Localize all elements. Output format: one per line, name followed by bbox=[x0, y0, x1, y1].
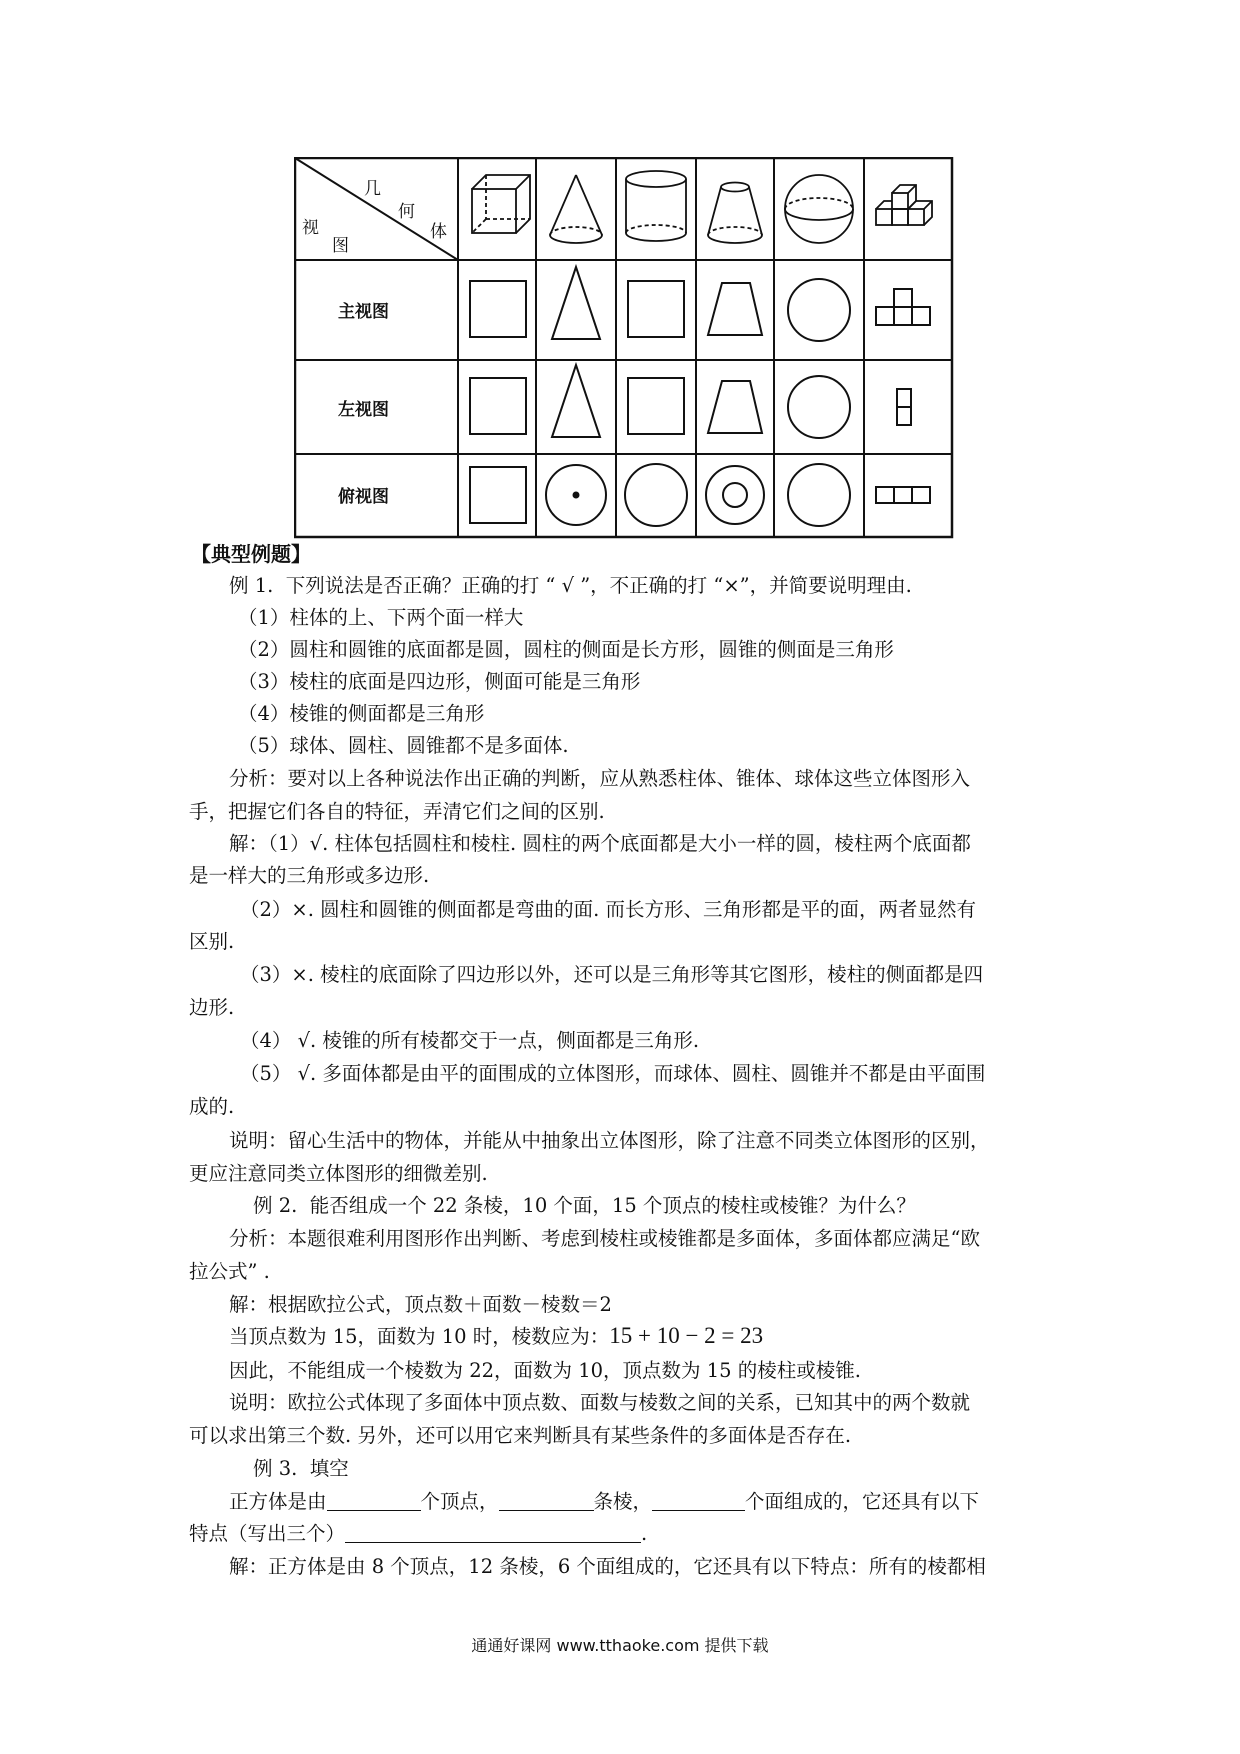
solution1-line7: （4） √. 棱锥的所有棱都交于一点，侧面都是三角形. bbox=[240, 1029, 700, 1052]
solution2-line2-text: 当顶点数为 15，面数为 10 时，棱数应为： bbox=[229, 1325, 610, 1348]
example3-line2 bbox=[189, 1521, 647, 1547]
corner-char-ti: 体 bbox=[430, 222, 447, 242]
solution2-line3: 因此，不能组成一个棱数为 22，面数为 10，顶点数为 15 的棱柱或棱锥. bbox=[229, 1359, 861, 1382]
solution1-line5: （3）×. 棱柱的底面除了四边形以外，还可以是三角形等其它图形，棱柱的侧面都是四 bbox=[240, 963, 984, 986]
example1-question: 例 1. 下列说法是否正确？正确的打 “ √ ”，不正确的打 “×”，并简要说明理由. bbox=[229, 574, 912, 597]
example1-item1: （1）柱体的上、下两个面一样大 bbox=[238, 606, 524, 629]
solution3-line1: 解：正方体是由 8 个顶点，12 条棱，6 个面组成的，它还具有以下特点：所有的棱都相 bbox=[229, 1555, 986, 1578]
row-label-left: 左视图 bbox=[338, 400, 389, 420]
corner-char-ji: 几 bbox=[364, 179, 381, 199]
row-label-top: 俯视图 bbox=[338, 487, 389, 507]
example1-item4: （4）棱锥的侧面都是三角形 bbox=[238, 702, 485, 725]
fill-text-1: 正方体是由 bbox=[229, 1490, 327, 1513]
solution1-line4: 区别. bbox=[189, 930, 235, 953]
fill-text-6: . bbox=[641, 1522, 648, 1545]
solution1-line3: （2）×. 圆柱和圆锥的侧面都是弯曲的面. 而长方形、三角形都是平的面，两者显然有 bbox=[240, 898, 977, 921]
blank-vertices[interactable] bbox=[327, 1490, 421, 1511]
fill-text-2: 个顶点， bbox=[420, 1490, 499, 1513]
analysis2-line1: 分析：本题很难利用图形作出判断、考虑到棱柱或棱锥都是多面体，多面体都应满足“欧 bbox=[229, 1227, 980, 1250]
example2-question: 例 2. 能否组成一个 22 条棱，10 个面，15 个顶点的棱柱或棱锥？为什么？ bbox=[253, 1194, 916, 1217]
example1-item3: （3）棱柱的底面是四边形，侧面可能是三角形 bbox=[238, 670, 641, 693]
blank-features[interactable] bbox=[345, 1522, 641, 1543]
solution1-line9: 成的. bbox=[189, 1095, 235, 1118]
analysis2-line2: 拉公式” . bbox=[189, 1260, 270, 1283]
section-title: 【典型例题】 bbox=[191, 542, 311, 566]
blank-faces[interactable] bbox=[652, 1490, 745, 1511]
euler-calculation: 15 + 10 − 2 = 23 bbox=[609, 1323, 764, 1348]
example3-title: 例 3. 填空 bbox=[253, 1457, 349, 1480]
solution2-line2 bbox=[229, 1323, 763, 1350]
corner-char-tu: 图 bbox=[332, 236, 349, 256]
solution1-line6: 边形. bbox=[189, 996, 235, 1019]
example1-item2: （2）圆柱和圆锥的底面都是圆，圆柱的侧面是长方形，圆锥的侧面是三角形 bbox=[238, 638, 894, 661]
corner-char-shi: 视 bbox=[302, 218, 319, 238]
analysis1-line2: 手，把握它们各自的特征，弄清它们之间的区别. bbox=[189, 800, 605, 823]
fill-text-4: 个面组成的，它还具有以下 bbox=[745, 1490, 980, 1513]
solution1-line8: （5） √. 多面体都是由平的面围成的立体图形，而球体、圆柱、圆锥并不都是由平面围 bbox=[240, 1062, 986, 1085]
example1-item5: （5）球体、圆柱、圆锥都不是多面体. bbox=[238, 734, 569, 757]
fill-text-5: 特点（写出三个） bbox=[189, 1522, 346, 1545]
solution2-line1: 解：根据欧拉公式，顶点数＋面数－棱数＝2 bbox=[229, 1293, 612, 1316]
note1-line1: 说明：留心生活中的物体，并能从中抽象出立体图形，除了注意不同类立体图形的区别， bbox=[229, 1129, 990, 1152]
footer-credit: 通通好课网 www.tthaoke.com 提供下载 bbox=[471, 1636, 769, 1655]
analysis1-line1: 分析：要对以上各种说法作出正确的判断，应从熟悉柱体、锥体、球体这些立体图形入 bbox=[229, 767, 971, 790]
blank-edges[interactable] bbox=[499, 1490, 594, 1511]
corner-char-he: 何 bbox=[398, 202, 415, 222]
note2-line2: 可以求出第三个数. 另外，还可以用它来判断具有某些条件的多面体是否存在. bbox=[189, 1424, 852, 1447]
solution1-line1: 解：（1）√. 柱体包括圆柱和棱柱. 圆柱的两个底面都是大小一样的圆，棱柱两个底面都 bbox=[229, 832, 971, 855]
solution1-line2: 是一样大的三角形或多边形. bbox=[189, 864, 430, 887]
note2-line1: 说明：欧拉公式体现了多面体中顶点数、面数与棱数之间的关系，已知其中的两个数就 bbox=[229, 1391, 971, 1414]
note1-line2: 更应注意同类立体图形的细微差别. bbox=[189, 1162, 488, 1185]
example3-line1 bbox=[229, 1489, 979, 1515]
row-label-front: 主视图 bbox=[338, 302, 389, 322]
fill-text-3: 条棱， bbox=[593, 1490, 653, 1513]
